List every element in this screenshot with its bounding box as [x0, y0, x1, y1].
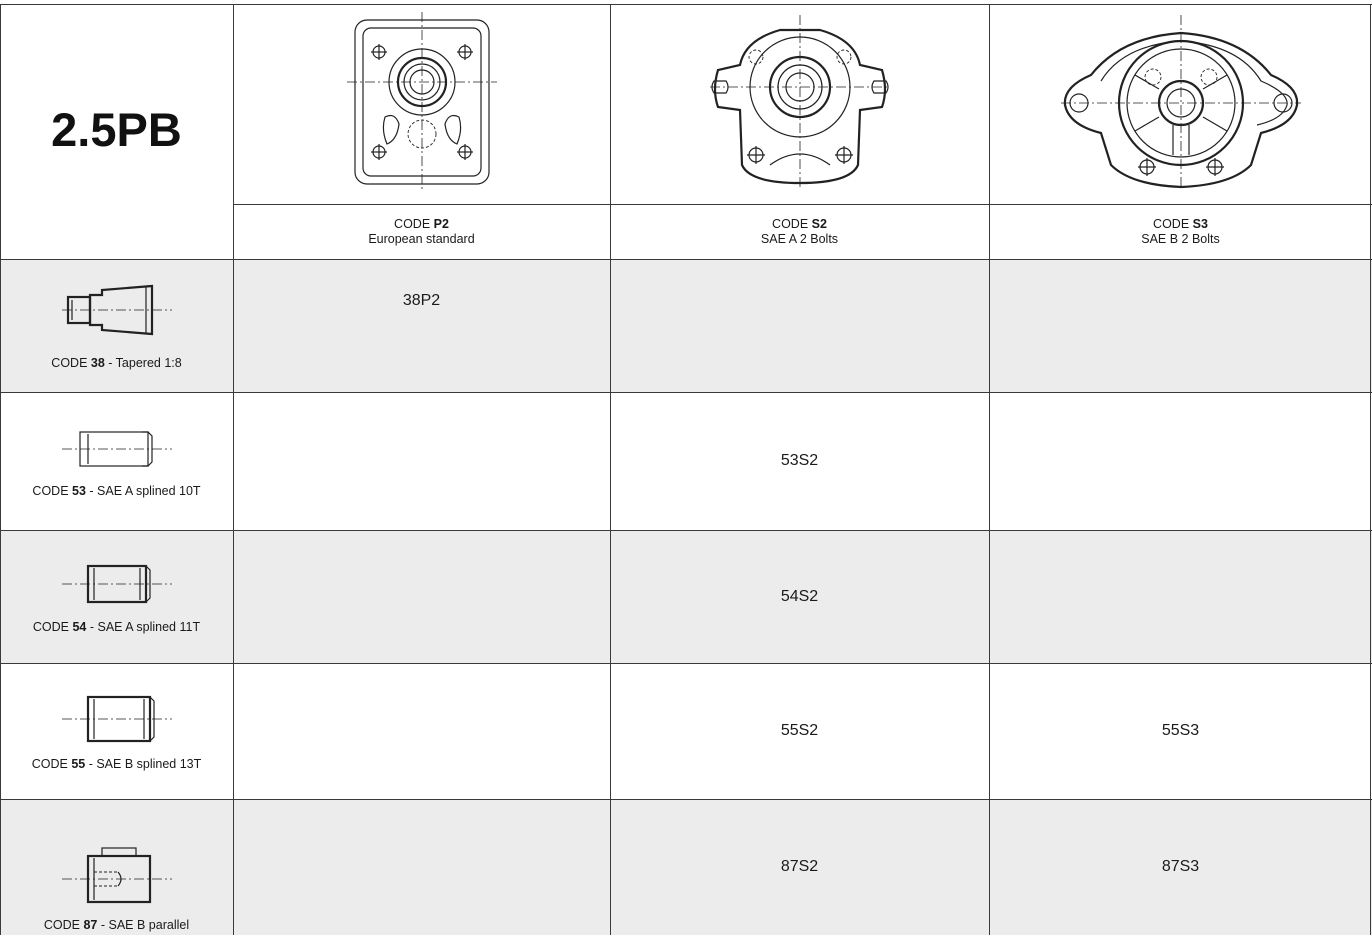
grid-line [0, 392, 1372, 393]
combo-code: 54S2 [780, 587, 819, 605]
flange-code-prefix: CODE [1153, 216, 1193, 231]
combo-cell-38-s3 [989, 259, 1372, 392]
grid-line [0, 663, 1372, 664]
grid-line [1370, 4, 1371, 935]
flange-description: SAE B 2 Bolts [1141, 231, 1220, 246]
model-title-cell [0, 0, 233, 259]
combo-code: 55S2 [780, 722, 819, 739]
combo-cell-87-s3 [989, 799, 1372, 935]
combo-cell-55-s2 [610, 663, 989, 799]
grid-line [989, 4, 990, 935]
flange-s2-drawing-cell [610, 0, 989, 204]
combo-code: 38P2 [402, 291, 441, 309]
combo-cell-53-s3 [989, 392, 1372, 530]
flange-code: S3 [1192, 216, 1208, 231]
shaft-code: 87 [83, 918, 98, 932]
combo-cell-55-s3 [989, 663, 1372, 799]
combo-code: 87S2 [780, 858, 819, 875]
combo-cell-55-p2 [233, 663, 610, 799]
grid-line [0, 530, 1372, 531]
flange-description: SAE A 2 Bolts [760, 231, 839, 246]
shaft-description: - Tapered 1:8 [104, 356, 182, 370]
flange-s2-drawing-icon [710, 15, 890, 190]
grid-line [233, 204, 1372, 205]
shaft-38-cell [0, 259, 233, 392]
shaft-description: - SAE B parallel [97, 918, 190, 932]
flange-p2-drawing-icon [347, 12, 497, 192]
shaft-code-prefix: CODE [31, 756, 72, 771]
shaft-code: 54 [72, 620, 87, 634]
shaft-splined-drawing-icon [62, 691, 172, 747]
flange-s2-label [610, 204, 989, 259]
combo-cell-53-s2 [610, 392, 989, 530]
combo-cell-87-p2 [233, 799, 610, 935]
shaft-parallel-keyed-drawing-icon [62, 842, 172, 908]
flange-p2-label [233, 204, 610, 259]
shaft-87-cell [0, 799, 233, 935]
shaft-code-prefix: CODE [51, 356, 91, 370]
shaft-54-cell [0, 530, 233, 663]
combo-code: 53S2 [780, 452, 819, 469]
shaft-code-prefix: CODE [32, 483, 73, 498]
flange-description: European standard [368, 231, 475, 246]
combo-code: 87S3 [1161, 858, 1200, 875]
combo-cell-54-p2 [233, 530, 610, 663]
shaft-code: 38 [90, 356, 105, 370]
combo-cell-53-p2 [233, 392, 610, 530]
combo-code: 55S3 [1161, 722, 1200, 739]
flange-s3-drawing-icon [1061, 15, 1301, 190]
combo-cell-54-s2 [610, 530, 989, 663]
shaft-description: - SAE A splined 11T [86, 620, 201, 634]
flange-s3-drawing-cell [989, 0, 1372, 204]
flange-code: P2 [433, 216, 449, 231]
shaft-55-cell [0, 663, 233, 799]
shaft-code: 53 [72, 483, 86, 498]
combo-cell-87-s2 [610, 799, 989, 935]
shaft-code: 55 [71, 756, 86, 771]
flange-p2-drawing-cell [233, 0, 610, 204]
shaft-code-prefix: CODE [43, 918, 84, 932]
shaft-splined-drawing-icon [62, 558, 172, 610]
grid-line [0, 4, 1372, 5]
flange-code: S2 [811, 216, 827, 231]
model-title: 2.5PB [51, 103, 182, 156]
grid-line [0, 799, 1372, 800]
shaft-description: - SAE A splined 10T [85, 483, 201, 498]
shaft-code-prefix: CODE [32, 620, 73, 634]
grid-line [0, 4, 1, 935]
shaft-53-cell [0, 392, 233, 530]
shaft-description: - SAE B splined 13T [85, 756, 202, 771]
combo-cell-54-s3 [989, 530, 1372, 663]
flange-code-prefix: CODE [772, 216, 812, 231]
combo-cell-38-s2 [610, 259, 989, 392]
combo-cell-38-p2 [233, 259, 610, 392]
shaft-tapered-drawing-icon [62, 280, 172, 340]
grid-line [0, 259, 1372, 260]
shaft-splined-drawing-icon [62, 424, 172, 474]
grid-line [233, 4, 234, 935]
grid-line [610, 4, 611, 935]
flange-code-prefix: CODE [394, 216, 434, 231]
flange-s3-label [989, 204, 1372, 259]
